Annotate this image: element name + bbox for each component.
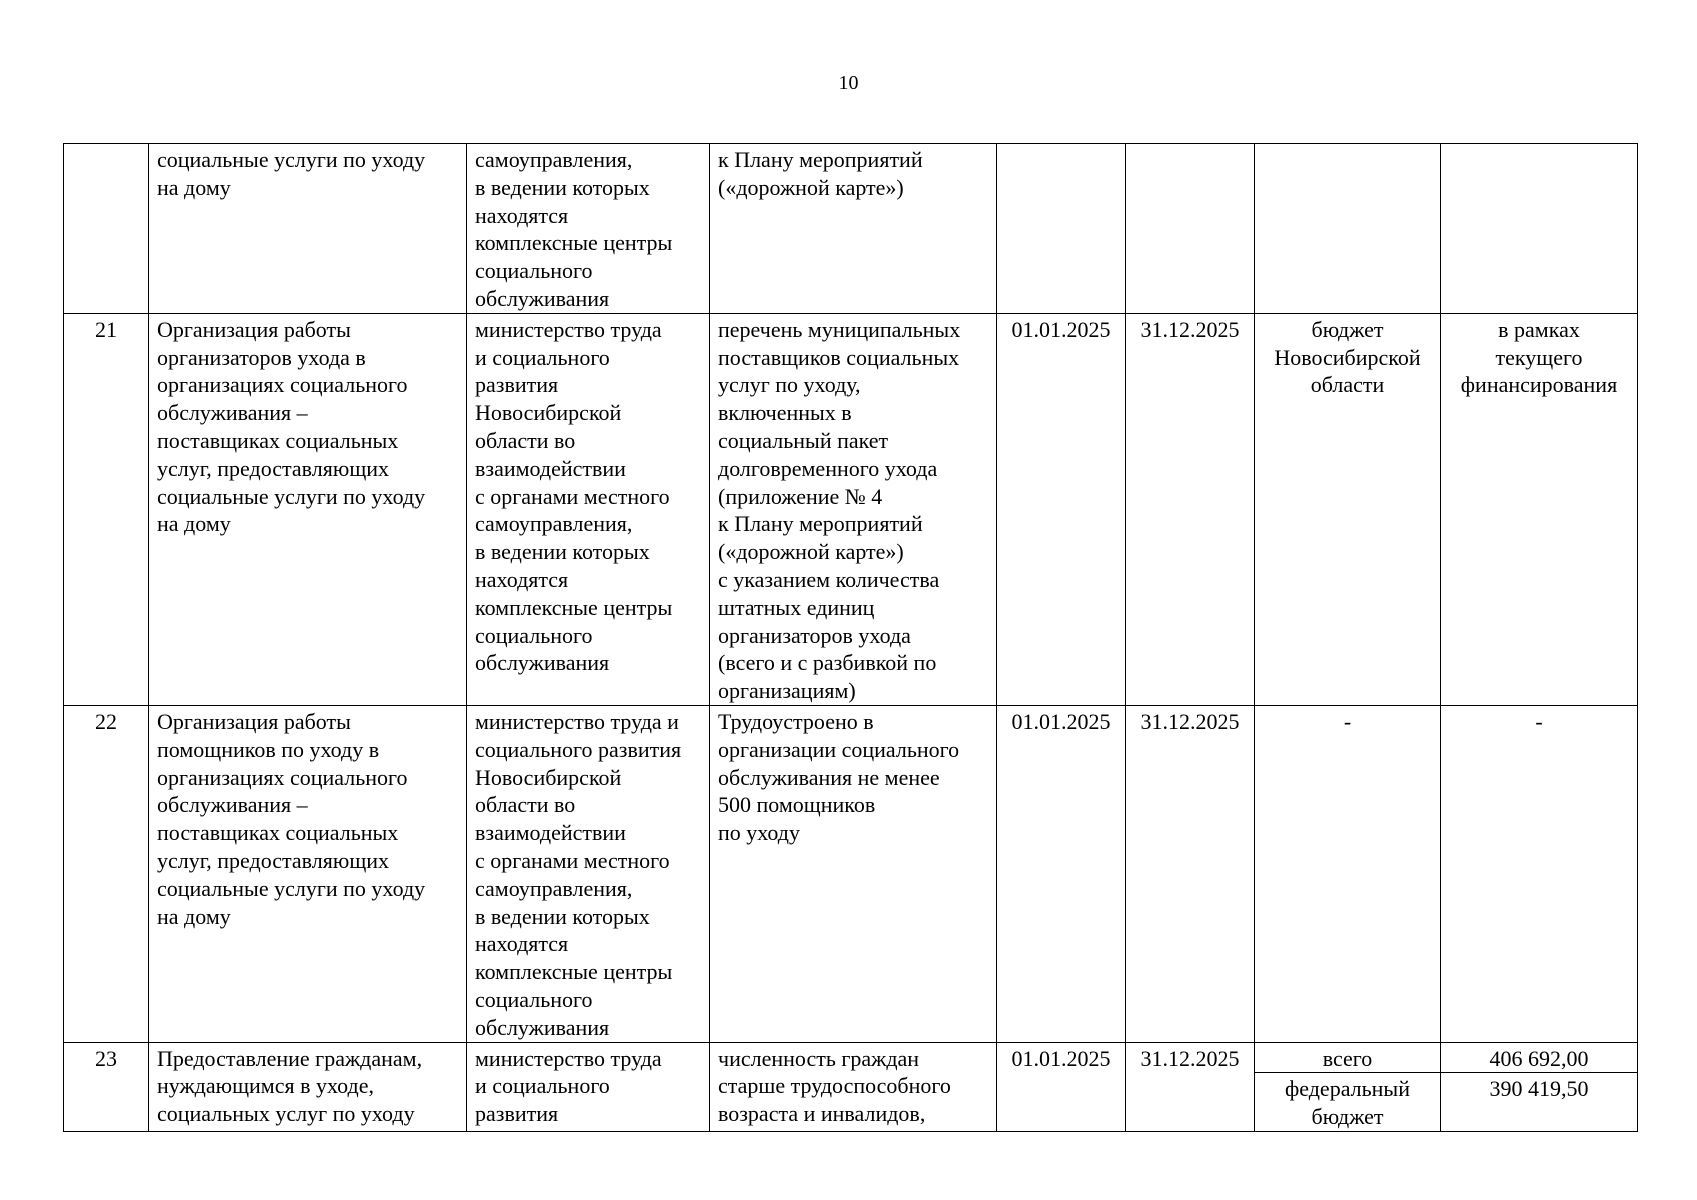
row-number-cell: 22 [64, 705, 149, 1042]
funding-amount-cell: - [1441, 705, 1638, 1042]
start-date-cell: 01.01.2025 [997, 1042, 1126, 1131]
start-date-cell: 01.01.2025 [997, 705, 1126, 1042]
activity-cell: Предоставление гражданам, нуждающимся в уходе, социальных услуг по уходу [149, 1042, 467, 1131]
table-row [64, 705, 1638, 1042]
funding-source-cell: всего [1255, 1042, 1441, 1073]
funding-amount-cell: 406 692,00 [1441, 1042, 1638, 1073]
responsible-cell: министерство труда и социального развития [467, 1042, 710, 1131]
funding-source-cell: бюджет Новосибирской области [1255, 313, 1441, 705]
activity-cell: Организация работы помощников по уходу в организациях социального обслуживания – поставщиках социальных услуг, предоставляющих социальные услуги по уходу на дому [149, 705, 467, 1042]
funding-amount-cell: 390 419,50 [1441, 1073, 1638, 1132]
end-date-cell: 31.12.2025 [1126, 1042, 1255, 1131]
end-date-cell: 31.12.2025 [1126, 313, 1255, 705]
page-number: 10 [838, 72, 859, 94]
start-date-cell [997, 144, 1126, 314]
table-row [64, 144, 1638, 314]
result-cell: Трудоустроено в организации социального обслуживания не менее 500 помощников по уходу [710, 705, 997, 1042]
roadmap-table [63, 143, 1638, 1132]
end-date-cell [1126, 144, 1255, 314]
table-row [64, 313, 1638, 705]
responsible-cell: самоуправления, в ведении которых находятся комплексные центры социального обслуживания [467, 144, 710, 314]
result-cell: перечень муниципальных поставщиков социальных услуг по уходу, включенных в социальный пакет долговременного ухода (приложение № 4 к Плану мероприятий («дорожной карте») с указанием количества штатных единиц организаторов ухода (всего и с разбивкой по организациям) [710, 313, 997, 705]
responsible-cell: министерство труда и социального развития Новосибирской области во взаимодействии с органами местного самоуправления, в ведении которых находятся комплексные центры социального обслуживания [467, 313, 710, 705]
funding-amount-cell [1441, 144, 1638, 314]
funding-amount-cell: в рамках текущего финансирования [1441, 313, 1638, 705]
end-date-cell: 31.12.2025 [1126, 705, 1255, 1042]
row-number-cell [64, 144, 149, 314]
result-cell: численность граждан старше трудоспособного возраста и инвалидов, [710, 1042, 997, 1131]
activity-cell: социальные услуги по уходу на дому [149, 144, 467, 314]
result-cell: к Плану мероприятий («дорожной карте») [710, 144, 997, 314]
funding-source-cell: федеральный бюджет [1255, 1073, 1441, 1132]
start-date-cell: 01.01.2025 [997, 313, 1126, 705]
table-row [64, 1042, 1638, 1073]
row-number-cell: 21 [64, 313, 149, 705]
responsible-cell: министерство труда и социального развития Новосибирской области во взаимодействии с органами местного самоуправления, в ведении которых находятся комплексные центры социального обслуживания [467, 705, 710, 1042]
funding-source-cell [1255, 144, 1441, 314]
activity-cell: Организация работы организаторов ухода в организациях социального обслуживания – поставщиках социальных услуг, предоставляющих социальные услуги по уходу на дому [149, 313, 467, 705]
row-number-cell: 23 [64, 1042, 149, 1131]
funding-source-cell: - [1255, 705, 1441, 1042]
